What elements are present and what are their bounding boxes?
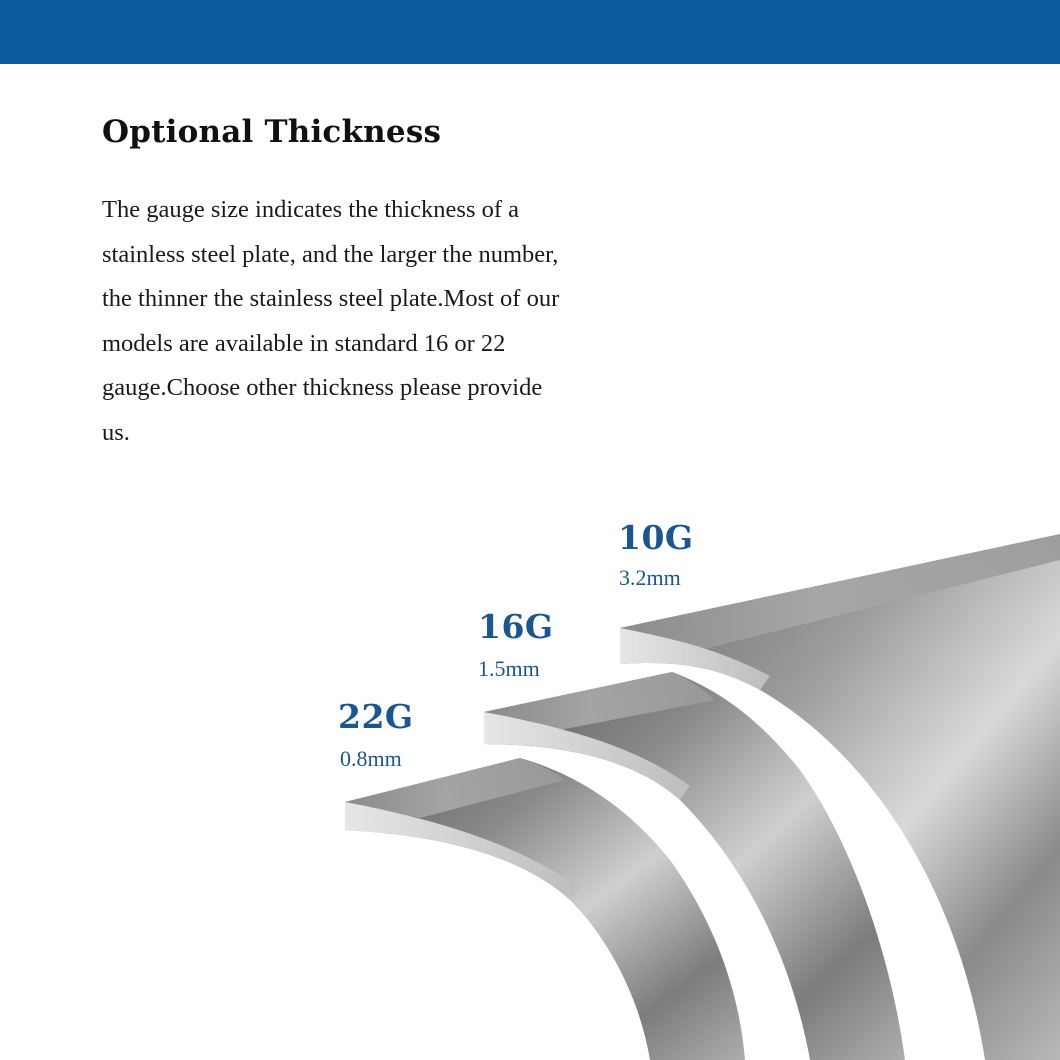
- gauge-16g-label: 16G: [478, 607, 554, 646]
- gauge-10g-label: 10G: [618, 518, 694, 557]
- section-title: Optional Thickness: [102, 114, 442, 150]
- thickness-description: The gauge size indicates the thickness of a stainless steel plate, and the larger the number, the thinner the stainless steel plate.Most of our models are available in standard 16 or 22 gauge.Choose other thickness please provide us.: [102, 196, 560, 446]
- gauge-22g-label: 22G: [338, 697, 414, 736]
- gauge-16g-thickness: 1.5mm: [478, 656, 540, 681]
- gauge-22g-thickness: 0.8mm: [340, 746, 402, 771]
- gauge-10g-thickness: 3.2mm: [619, 565, 681, 590]
